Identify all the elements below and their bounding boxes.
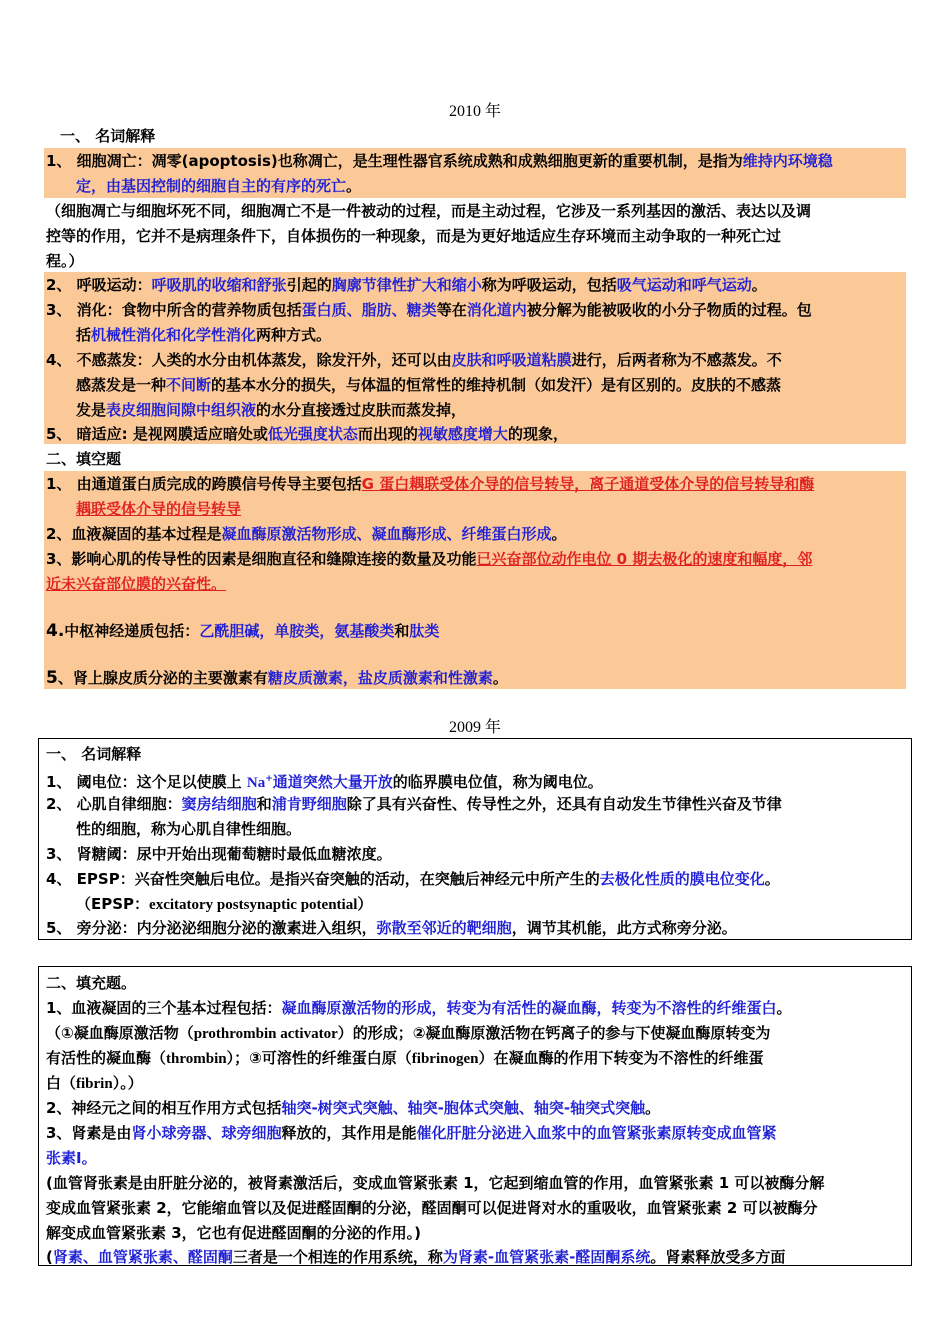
definition-threshold-potential: 1、 阈电位：这个足以使膜上 Na+通道突然大量开放的临界膜电位值，称为阈电位。 [46, 773, 603, 791]
fill-signal-transduction-cont: 耦联受体介导的信号转导 [76, 500, 242, 518]
definition-apoptosis: 1、 细胞凋亡：凋零(apoptosis)也称凋亡，是生理性器官系统成熟和成熟细胞更新的重要机制，是指为维持内环境稳 [46, 152, 833, 170]
apoptosis-note-2: 控等的作用，它并不是病理条件下，自体损伤的一种现象，而是为更好地适应生存环境而主动争取的一种死亡过 [46, 227, 782, 245]
definition-autorhythmic-cells: 2、 心肌自律细胞：窦房结细胞和浦肯野细胞除了具有兴奋性、传导性之外，还具有自动发生节律性兴奋及节律 [46, 795, 782, 813]
box2-heading: 二、填充题。 [46, 974, 137, 992]
definition-insensible-evaporation-cont1: 感蒸发是一种不间断的基本水分的损失，与体温的恒常性的维持机制（如发汗）是有区别的。皮肤的不感蒸 [76, 376, 782, 394]
fill-renin: 3、肾素是由肾小球旁器、球旁细胞释放的，其作用是能催化肝脏分泌进入血浆中的血管紧张素原转变成血管紧 [46, 1124, 777, 1142]
fill-cardiac-conductivity-cont: 近未兴奋部位膜的兴奋性。 [46, 575, 227, 593]
apoptosis-note-1: （细胞凋亡与细胞坏死不同，细胞凋亡不是一件被动的过程，而是主动过程，它涉及一系列基因的激活、表达以及调 [46, 202, 812, 220]
renin-note-1: (血管肾张素是由肝脏分泌的，被肾素激活后，变成血管紧张素 1，它起到缩血管的作用，血管紧张素 1 可以被酶分解 [46, 1174, 825, 1192]
fill-neurotransmitters: 4.中枢神经递质包括：乙酰胆碱，单胺类，氨基酸类和肽类 [46, 621, 440, 641]
year-2009-title: 2009 年 [448, 719, 501, 736]
definition-paracrine: 5、 旁分泌：内分泌泌细胞分泌的激素进入组织，弥散至邻近的靶细胞，调节其机能，此方式称旁分泌。 [46, 919, 737, 937]
definition-respiration: 2、 呼吸运动：呼吸肌的收缩和舒张引起的胸廓节律性扩大和缩小称为呼吸运动，包括吸气运动和呼气运动。 [46, 276, 767, 294]
section-heading-definitions: 一、 名词解释 [60, 127, 156, 145]
fill-cardiac-conductivity: 3、影响心肌的传导性的因素是细胞直径和缝隙连接的数量及功能已兴奋部位动作电位 0 期去极化的速度和幅度，邻 [46, 550, 813, 568]
definition-epsp: 4、 EPSP：兴奋性突触后电位。是指兴奋突触的活动，在突触后神经元中所产生的去极化性质的膜电位变化。 [46, 870, 780, 888]
fill-adrenal-cortex: 5、肾上腺皮质分泌的主要激素有糖皮质激素，盐皮质激素和性激素。 [46, 668, 508, 688]
renin-note-4: (肾素、血管紧张素、醛固酮三者是一个相连的作用系统，称为肾素-血管紧张素-醛固酮系统。肾素释放受多方面 [46, 1248, 786, 1266]
definition-digestion: 3、 消化：食物中所含的营养物质包括蛋白质、脂肪、糖类等在消化道内被分解为能被吸收的小分子物质的过程。包 [46, 301, 812, 319]
definition-digestion-cont: 括机械性消化和化学性消化两种方式。 [76, 326, 332, 344]
fill-renin-cont: 张素Ⅰ。 [46, 1149, 97, 1167]
definition-renal-glucose-threshold: 3、 肾糖阈：尿中开始出现葡萄糖时最低血糖浓度。 [46, 845, 392, 863]
coagulation-note-3: 白（fibrin）。） [46, 1074, 143, 1092]
definition-apoptosis-cont: 定，由基因控制的细胞自主的有序的死亡。 [76, 177, 362, 195]
definition-autorhythmic-cells-cont: 性的细胞，称为心肌自律性细胞。 [76, 820, 302, 838]
section-heading-fill-in: 二、填空题 [46, 450, 122, 468]
fill-coagulation-steps: 1、血液凝固的三个基本过程包括：凝血酶原激活物的形成，转变为有活性的凝血酶，转变为不溶性的纤维蛋白。 [46, 999, 792, 1017]
fill-synapse-types: 2、神经元之间的相互作用方式包括轴突-树突式突触、轴突-胞体式突触、轴突-轴突式突触。 [46, 1099, 661, 1117]
definition-epsp-english: （EPSP：excitatory postsynaptic potential） [76, 895, 373, 913]
year-2010-title: 2010 年 [448, 103, 501, 120]
renin-note-2: 变成血管紧张素 2，它能缩血管以及促进醛固酮的分泌，醛固酮可以促进肾对水的重吸收，血管紧张素 2 可以被酶分 [46, 1199, 818, 1217]
coagulation-note-1: （①凝血酶原激活物（prothrombin activator）的形成；②凝血酶原激活物在钙离子的参与下使凝血酶原转变为 [46, 1024, 771, 1042]
apoptosis-note-3: 程。） [46, 252, 84, 270]
box1-heading: 一、 名词解释 [46, 745, 142, 763]
definition-insensible-evaporation-cont2: 发是表皮细胞间隙中组织液的水分直接透过皮肤而蒸发掉， [76, 401, 467, 419]
definition-dark-adaptation: 5、 暗适应: 是视网膜适应暗处或低光强度状态而出现的视敏感度增大的现象， [46, 425, 568, 443]
fill-blood-coagulation: 2、血液凝固的基本过程是凝血酶原激活物形成、凝血酶形成、纤维蛋白形成。 [46, 525, 567, 543]
renin-note-3: 解变成血管紧张素 3，它也有促进醛固酮的分泌的作用。) [46, 1224, 422, 1242]
coagulation-note-2: 有活性的凝血酶（thrombin）；③可溶性的纤维蛋白原（fibrinogen）在凝血酶的作用下转变为不溶性的纤维蛋 [46, 1049, 764, 1067]
fill-signal-transduction: 1、 由通道蛋白质完成的跨膜信号传导主要包括G 蛋白耦联受体介导的信号转导，离子通道受体介导的信号转导和酶 [46, 475, 815, 493]
definition-insensible-evaporation: 4、 不感蒸发：人类的水分由机体蒸发，除发汗外，还可以由皮肤和呼吸道粘膜进行，后两者称为不感蒸发。不 [46, 351, 782, 369]
